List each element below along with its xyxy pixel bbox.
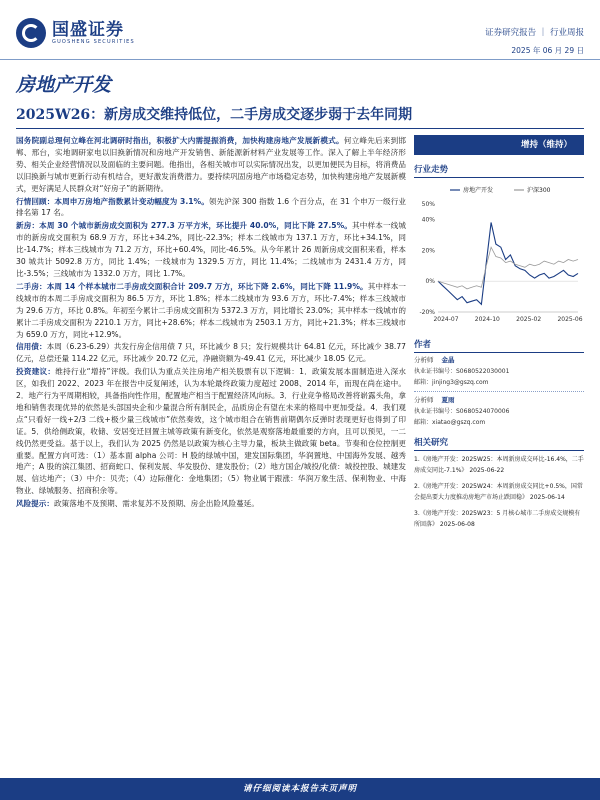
related-list bbox=[414, 454, 584, 530]
report-type: 证券研究报告 ｜ 行业周报 bbox=[485, 28, 584, 38]
related-item[interactable]: 2.《房地产开发：2025W24：本周新房成交同比+0.5%，国常会提出要大力度推动房地产市场止跌回稳》 2025-06-14 bbox=[414, 483, 583, 501]
paragraph-credit-bond: 信用债：本周（6.23-6.29）共发行房企信用债 7 只，环比减少 8 只；发行规模共计 64.81 亿元，环比减少 38.77 亿元，总偿还量 114.22 亿元，环比减少 20.72 亿元，净融资额为-49.41 亿元，环比减少 18.05 亿元。 bbox=[16, 342, 406, 364]
analyst-divider bbox=[414, 391, 584, 392]
y-tick-label: 0% bbox=[425, 278, 435, 286]
y-tick-label: 20% bbox=[421, 247, 435, 255]
y-tick-label: 50% bbox=[421, 201, 435, 208]
logo-name: 国盛证券 bbox=[52, 19, 124, 40]
y-tick-label: 40% bbox=[421, 216, 435, 224]
footer-disclaimer: 请仔细阅读本报告末页声明 bbox=[0, 778, 600, 800]
paragraph-investment: 投资建议：维持行业“增持”评级。我们认为重点关注房地产相关股票有以下逻辑：1．政策发展本面制造进入深水区，如我们 2022、2023 年在报告中反复阐述，认为本轮最终政策力度超过 2008、2014 年，而现在尚在途中。2．地产行为平周期相较，具备指向性作用，配置地产相当于配置经济风向标。3．行业竞争格局改善将崭露头角，拿地和销售表现优异的依然是头部国央企和少量混合所有制民企，品质房企有望在未来的格局中更加受益。4．我们观点“只看好一线+2/3 二线+极少量三线城市”依然奏效，这个城市组合在销售前期偶尔反弹时表现更好也得到了印证。5．供给侧政策，收储、安居变迁回置主城等政策有新变化，依然是观察落地最重要的方向，且可以预见，一二线仍然更受益。基于以上，我们认为 2025 仍然是以政策为核心主导力量，板块主做政策 beta。节奏和仓位控制更重要。配置方向可选：（1）基本面 alpha 公司：H 股的绿城中国，建发国际集团，华润置地、中国海外发展、越秀地产；A 股的滨江集团、招商蛇口、保利发展、华发股份、建发股份；（2）地方国企/城投/化债：城投控股、城建发展、信达地产；（3）中介：贝壳；（4）边际催化：金地集团；（5）物业属于跟涨：华润万象生活、保利物业、中海物业、绿城服务、招商积余等。 bbox=[16, 367, 406, 496]
header-divider bbox=[0, 59, 600, 60]
related-section-title: 相关研究 bbox=[414, 434, 584, 451]
trend-chart bbox=[414, 182, 584, 330]
analyst-name: 夏雨 bbox=[441, 396, 455, 404]
paragraph-policy: 国务院副总理何立峰在河北调研时指出，积极扩大内需提振消费，加快构建房地产发展新模式。何立峰先后来到邯郸、邢台，实地调研家电以旧换新情况和房地产开发销售、新能源新材料产业发展等工作。深入了解上半年经济形势、相关企业经营情况以及面临的主要问题。他指出，各相关城市可以实际情况出发，以更加便民为目标，将消费品以旧换新与城市更新行动有机结合，更好激发消费潜力。要持续巩固房地产市场稳定态势，加快构建房地产发展新模式，更好满足人民群众对“好房子”的新期待。 bbox=[16, 136, 407, 193]
x-tick-label: 2024-07 bbox=[433, 316, 459, 323]
legend-label: 沪深300 bbox=[527, 187, 551, 194]
x-tick-label: 2025-06 bbox=[557, 316, 583, 323]
title-divider bbox=[16, 128, 584, 129]
x-tick-label: 2024-10 bbox=[474, 316, 500, 323]
report-header bbox=[0, 0, 600, 62]
analyst-email[interactable]: 邮箱：jinjing3@gszq.com bbox=[414, 379, 489, 386]
sector-title: 房地产开发 bbox=[16, 74, 112, 96]
paragraph-new-house: 新房：本周 30 个城市新房成交面积为 277.3 万平方米，环比提升 40.0%，同比下降 27.5%。其中样本一线城市的新房成交面积为 68.9 万方，环比+34.2%，同比-22.3%；样本二线城市为 137.1 万方，环比+34.1%，同比-14.7%；样本三线城市为 71.2 万方，环比+60.4%，同比-46.5%。从今年累计 26 周新房成交面积来看，样本 30 城共计 5092.8 万方，同比 1.4%；一线城市为 1329.5 万方，同比 11.4%；二线城市为 2431.4 万方，同比-3.5%；三线城市为 1332.0 万方，同比 1.7%。 bbox=[16, 221, 407, 278]
analyst-role: 分析师 bbox=[414, 356, 434, 364]
analyst-license: 执业证书编号：S0680522030001 bbox=[414, 368, 510, 375]
series-line-csi300 bbox=[438, 247, 578, 289]
paragraph-second-hand: 二手房：本周 14 个样本城市二手房成交面积合计 209.7 万方，环比下降 2.6%，同比下降 11.9%。其中样本一线城市的本周二手房成交面积为 86.5 万方，环比 1.8%；样本二线城市为 93.6 万方，环比-7.4%；样本三线城市为 29.6 万方，环比 0.8%。年初至今累计二手房成交面积为 5372.3 万方，同比增长 23.0%；其中样本一线城市的累计二手房成交面积为 2210.1 万方，同比+28.6%；样本二线城市为 2503.1 万方，同比+21.3%；样本三线城市为 659.0 万方，同比+12.9%。 bbox=[16, 281, 407, 339]
paragraph-market: 行情回顾：本周申万房地产指数累计变动幅度为 3.1%。领先沪深 300 指数 1.6 个百分点，在 31 个申万一级行业排名第 17 名。 bbox=[16, 196, 407, 218]
trend-section-title: 行业走势 bbox=[414, 161, 584, 178]
paragraph-risk: 风险提示：政策落地不及预期、需求复苏不及预期、房企出险风险蔓延。 bbox=[16, 499, 259, 509]
logo-icon bbox=[16, 18, 46, 48]
logo bbox=[16, 18, 135, 48]
analyst-role: 分析师 bbox=[414, 396, 434, 404]
analyst-email[interactable]: 邮箱：xiatao@gszq.com bbox=[414, 419, 486, 426]
rating-badge: 增持（维持） bbox=[414, 135, 584, 155]
analyst-name: 金晶 bbox=[441, 356, 455, 364]
analyst-license: 执业证书编号：S0680524070006 bbox=[414, 408, 510, 415]
series-line-real-estate bbox=[438, 223, 578, 305]
x-tick-label: 2025-02 bbox=[516, 316, 542, 323]
legend-label: 房地产开发 bbox=[463, 187, 494, 194]
related-item[interactable]: 1.《房地产开发：2025W25：本周新房成交环比-16.4%，二手房成交同比-7.1%》 2025-06-22 bbox=[414, 456, 584, 474]
analysts-section-title: 作者 bbox=[414, 336, 584, 353]
report-headline: 2025W26：新房成交维持低位，二手房成交逐步弱于去年同期 bbox=[16, 107, 413, 123]
analyst-2 bbox=[414, 395, 584, 428]
trend-chart-svg bbox=[414, 182, 584, 330]
sidebar bbox=[414, 135, 584, 535]
y-tick-label: -20% bbox=[419, 309, 435, 316]
analyst-1 bbox=[414, 355, 584, 388]
related-item[interactable]: 3.《房地产开发：2025W23：5 月核心城市二手房成交规模有所回落》 2025-06-08 bbox=[414, 510, 581, 528]
main-body bbox=[16, 135, 406, 750]
report-date: 2025 年 06 月 29 日 bbox=[511, 46, 584, 55]
logo-name-en: GUOSHENG SECURITIES bbox=[52, 38, 135, 45]
